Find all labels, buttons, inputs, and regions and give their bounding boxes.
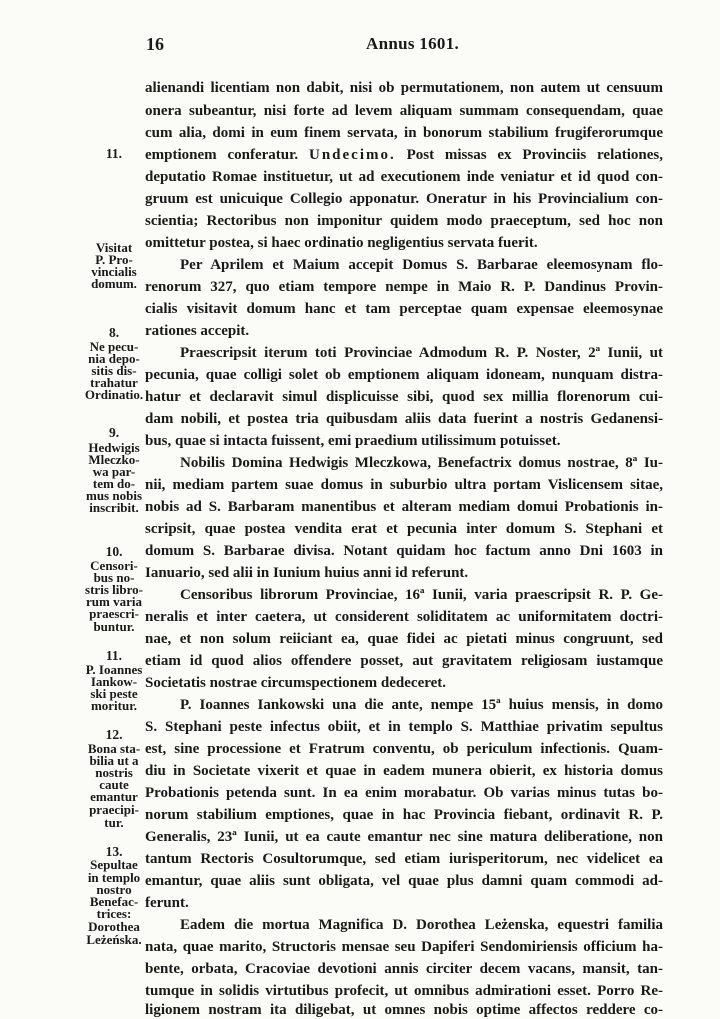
text-fragment: Post missas ex Provinciis relationes,	[406, 147, 663, 163]
margin-number: 11.	[105, 146, 123, 161]
text-line: nata, quae marito, Structoris mensae seu Dapiferi Sendomiriensis officium ha-	[145, 939, 663, 955]
text-line: nii, mediam partem suae domus in suburbio ultra portam Vislicensem sitae,	[145, 477, 663, 493]
margin-note-line: moritur.	[90, 698, 138, 713]
text-line: P. Ioannes Iankowski una die ante, nempe 15ª huius mensis, in domo	[180, 697, 663, 713]
margin-note-line: bilia ut a	[89, 753, 139, 768]
text-line: Probationis petenda sunt. In ea enim morabatur. Ob varias minus tutas bo-	[145, 785, 663, 801]
page-number: 16	[146, 34, 164, 54]
margin-note-line: ski peste	[90, 686, 138, 701]
text-line: renorum 327, quo etiam tempore nempe in Maio R. P. Dandinus Provin-	[145, 279, 663, 295]
text-line: Per Aprilem et Maium accepit Domus S. Barbarae eleemosynam flo-	[180, 257, 663, 273]
margin-note-line: praecipi-	[89, 802, 139, 817]
text-line: tantum Rectoris Cosultorumque, sed etiam iurisperitorum, nec videlicet ea	[145, 851, 663, 867]
text-line: Societatis nostrae circumspectionem dedeceret.	[145, 675, 447, 691]
text-line: Nobilis Domina Hedwigis Mleczkowa, Benefactrix domus nostrae, 8ª Iu-	[180, 455, 663, 471]
margin-note-line: Ordinatio.	[84, 387, 144, 402]
margin-note-line: buntur.	[93, 619, 135, 634]
text-line: cialis visitavit domum hanc et tam perceptae quam expensae eleemosynae	[145, 301, 663, 317]
margin-number: 12.	[105, 727, 123, 742]
margin-number: 10.	[105, 544, 123, 559]
text-line: etiam id quod alios offendere posset, aut gravitatem religiosam iustamque	[145, 653, 663, 669]
running-title: Annus 1601.	[366, 34, 460, 53]
text-line: nobis ad S. Barbaram manentibus et alteram mediam domui Probationis in-	[145, 499, 663, 515]
text-line: onera subeantur, nisi forte ad levem aliquam summam consequendam, quae	[145, 103, 663, 119]
margin-note-line: Bona sta-	[87, 741, 141, 756]
margin-note-line: in templo	[87, 870, 141, 885]
text-line: scripsit, quae postea vendita erat et pecunia inter domum S. Stephani et	[145, 521, 663, 537]
margin-note-line: bus no-	[93, 570, 135, 585]
text-line: ligionem nostram ita diligebat, ut omnes nobis optime affectos reddere co-	[145, 1002, 663, 1018]
text-line-mixed	[145, 145, 663, 165]
text-line: bente, orbata, Cracoviae devotioni annis circiter decem vacans, mansit, tan-	[145, 961, 663, 977]
text-line: dam nobili, et postea tria quibusdam aliis data fuerint a nostris Gedanensi-	[145, 411, 663, 427]
margin-note-line: stris libro-	[85, 582, 143, 597]
margin-number: 13.	[105, 844, 123, 859]
margin-note-line: Visitat	[95, 240, 133, 255]
margin-note-line: Benefac-	[89, 894, 139, 909]
spaced-word: Undecimo.	[308, 147, 396, 163]
margin-note-line: Leżeńska.	[86, 932, 142, 947]
margin-note-line: mus nobis	[86, 488, 142, 503]
text-line: S. Stephani peste infectus obiit, et in templo S. Matthiae privatim sepultus	[145, 719, 663, 735]
margin-note-line: Ne pecu-	[89, 339, 139, 354]
margin-note-line: Sepultae	[90, 857, 138, 872]
text-line: gruum est unicuique Collegio apponatur. Oneratur in his Provincialium con-	[145, 191, 663, 207]
margin-note-line: P. Ioannes	[85, 662, 143, 677]
text-line: emantur, quae aliis sunt obligata, vel quae plus damni quam commodi ad-	[145, 873, 663, 889]
text-line: pecunia, quae colligi solet ob emptionem aliquam idoneam, nunquam distra-	[145, 367, 663, 383]
margin-note-line: Hedwigis	[88, 440, 140, 455]
text-line: rationes accepit.	[145, 323, 250, 339]
text-line: Eadem die mortua Magnifica D. Dorothea Leżenska, equestri familia	[180, 917, 663, 933]
margin-note-line: caute	[99, 777, 129, 792]
margin-note-line: P. Pro-	[95, 252, 133, 267]
margin-note-line: wa par-	[92, 464, 136, 479]
page-header	[0, 34, 720, 60]
text-line: alienandi licentiam non dabit, nisi ob permutationem, non autem ut censuum	[145, 80, 663, 96]
margin-note-line: Dorothea	[88, 919, 140, 934]
margin-note-line: praescri-	[89, 606, 139, 621]
margin-note-line: nostro	[96, 882, 132, 897]
margin-note-line: inscribit.	[89, 500, 139, 515]
text-fragment: emptionem conferatur.	[145, 147, 299, 163]
text-line: bus, quae si intacta fuissent, emi praedium utilissimum potuisset.	[145, 433, 561, 449]
text-line: scientia; Rectoribus non imponitur quidem modo praeceptum, sed hoc non	[145, 213, 663, 229]
margin-note-line: trices:	[96, 906, 132, 921]
text-line: est, sine processione et Fratrum conventu, ob periculum infectionis. Quam-	[145, 741, 663, 757]
text-line: cum alia, domi in eum finem servata, in bonorum stabilium frugiferorumque	[145, 125, 663, 141]
text-line: norum stabilium emptiones, quae in hac Provincia fiebant, ordinavit R. P.	[145, 807, 663, 823]
margin-number: 11.	[105, 648, 123, 663]
text-line: tumque in solidis virtutibus profecit, ut omnibus admirationi esset. Porro Re-	[145, 983, 663, 999]
margin-note-line: sitis dis-	[91, 363, 137, 378]
margin-note-line: Censori-	[90, 558, 138, 573]
margin-note-line: vincialis	[91, 264, 137, 279]
text-line: Praescripsit iterum toti Provinciae Admodum R. P. Noster, 2ª Iunii, ut	[180, 345, 663, 361]
text-line: deputatio Romae instituetur, ut ad executionem inde veniatur et id quod con-	[145, 169, 663, 185]
margin-number: 8.	[108, 325, 120, 340]
text-line: Generalis, 23ª Iunii, ut ea caute emantur nec sine matura deliberatione, non	[145, 829, 663, 845]
text-line: nae, et non solum reiiciant ea, quae fidei ac pietati minus congruunt, sed	[145, 631, 663, 647]
margin-note-line: rum varia	[86, 594, 142, 609]
margin-note-line: nia depo-	[88, 351, 140, 366]
text-line: diu in Societate vixerit et quae in eadem munera obierit, ex historia domus	[145, 763, 663, 779]
text-line: Censoribus librorum Provinciae, 16ª Iunii, varia praescripsit R. P. Ge-	[180, 587, 663, 603]
margin-note-line: emantur	[90, 789, 138, 804]
text-line: domum S. Barbarae divisa. Notant quidam hoc factum anno Dni 1603 in	[145, 543, 663, 559]
margin-note-line: domum.	[91, 276, 137, 291]
margin-number: 9.	[108, 425, 120, 440]
text-line: neralis et inter caetera, ut considerent soliditatem ac uniformitatem doctri-	[145, 609, 663, 625]
text-line: omittetur postea, si haec ordinatio negligentius servata fuerit.	[145, 235, 538, 251]
margin-note-line: Iankow-	[90, 674, 138, 689]
margin-note-line: tem do-	[92, 476, 136, 491]
text-line: hatur et declaravit simul displicuisse sibi, quod sex millia florenorum cui-	[145, 389, 663, 405]
margin-note-line: trahatur	[90, 375, 138, 390]
text-line: Ianuario, sed alii in Iunium huius anni id referunt.	[145, 565, 469, 581]
text-line: ferunt.	[145, 895, 189, 911]
margin-note-line: tur.	[104, 815, 124, 830]
margin-note-line: Mleczko-	[88, 452, 140, 467]
margin-note-line: nostris	[95, 765, 133, 780]
